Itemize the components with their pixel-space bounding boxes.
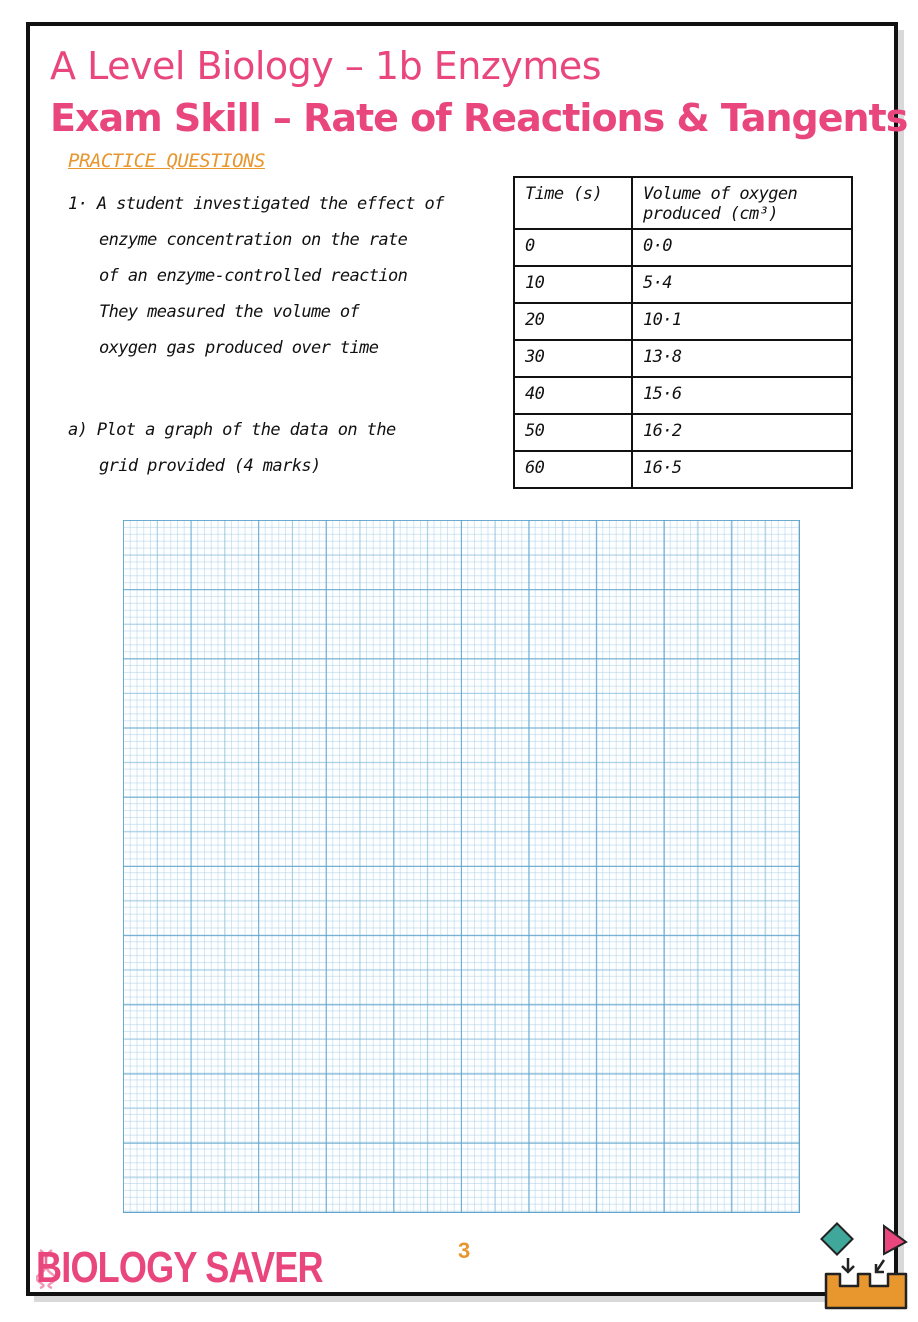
header-time: Time (s) [514, 177, 632, 229]
cell-time: 50 [514, 414, 632, 451]
data-table [513, 176, 853, 489]
table-row [514, 377, 852, 414]
cell-time: 40 [514, 377, 632, 414]
question-line: enzyme concentration on the rate [99, 230, 408, 250]
molecule-logo-icon [818, 1220, 914, 1316]
cell-time: 60 [514, 451, 632, 488]
graph-paper-grid [123, 520, 800, 1213]
cell-volume: 13·8 [632, 340, 852, 377]
header-volume-line1: Volume of oxygen [643, 184, 798, 204]
table-row [514, 451, 852, 488]
page-shadow-right [898, 30, 904, 1300]
table-row [514, 229, 852, 266]
question-line: of an enzyme-controlled reaction [99, 266, 408, 286]
question-part-a-line: a) Plot a graph of the data on the [68, 420, 396, 440]
question-line: They measured the volume of [99, 302, 360, 322]
cell-volume: 0·0 [632, 229, 852, 266]
cell-volume: 16·2 [632, 414, 852, 451]
cell-volume: 15·6 [632, 377, 852, 414]
page-title: A Level Biology – 1b Enzymes [50, 44, 602, 88]
page-number: 3 [458, 1238, 471, 1263]
cell-time: 10 [514, 266, 632, 303]
question-part-a-line: grid provided (4 marks) [99, 456, 321, 476]
table-row [514, 340, 852, 377]
cell-volume: 5·4 [632, 266, 852, 303]
brand-name: BIOLOGY SAVER [36, 1243, 323, 1292]
table-row [514, 303, 852, 340]
cell-time: 0 [514, 229, 632, 266]
page-shadow-bottom [34, 1296, 904, 1302]
question-line: oxygen gas produced over time [99, 338, 379, 358]
cell-time: 20 [514, 303, 632, 340]
question-line: 1· A student investigated the effect of [68, 194, 444, 214]
cell-volume: 10·1 [632, 303, 852, 340]
page-subtitle: Exam Skill – Rate of Reactions & Tangents [50, 96, 908, 140]
brand-logo [36, 1244, 386, 1292]
table-row [514, 266, 852, 303]
cell-volume: 16·5 [632, 451, 852, 488]
table-header-row [514, 177, 852, 229]
header-volume [632, 177, 852, 229]
cell-time: 30 [514, 340, 632, 377]
header-volume-line2: produced (cm³) [643, 204, 778, 224]
section-heading: PRACTICE QUESTIONS [68, 150, 265, 172]
table-row [514, 414, 852, 451]
